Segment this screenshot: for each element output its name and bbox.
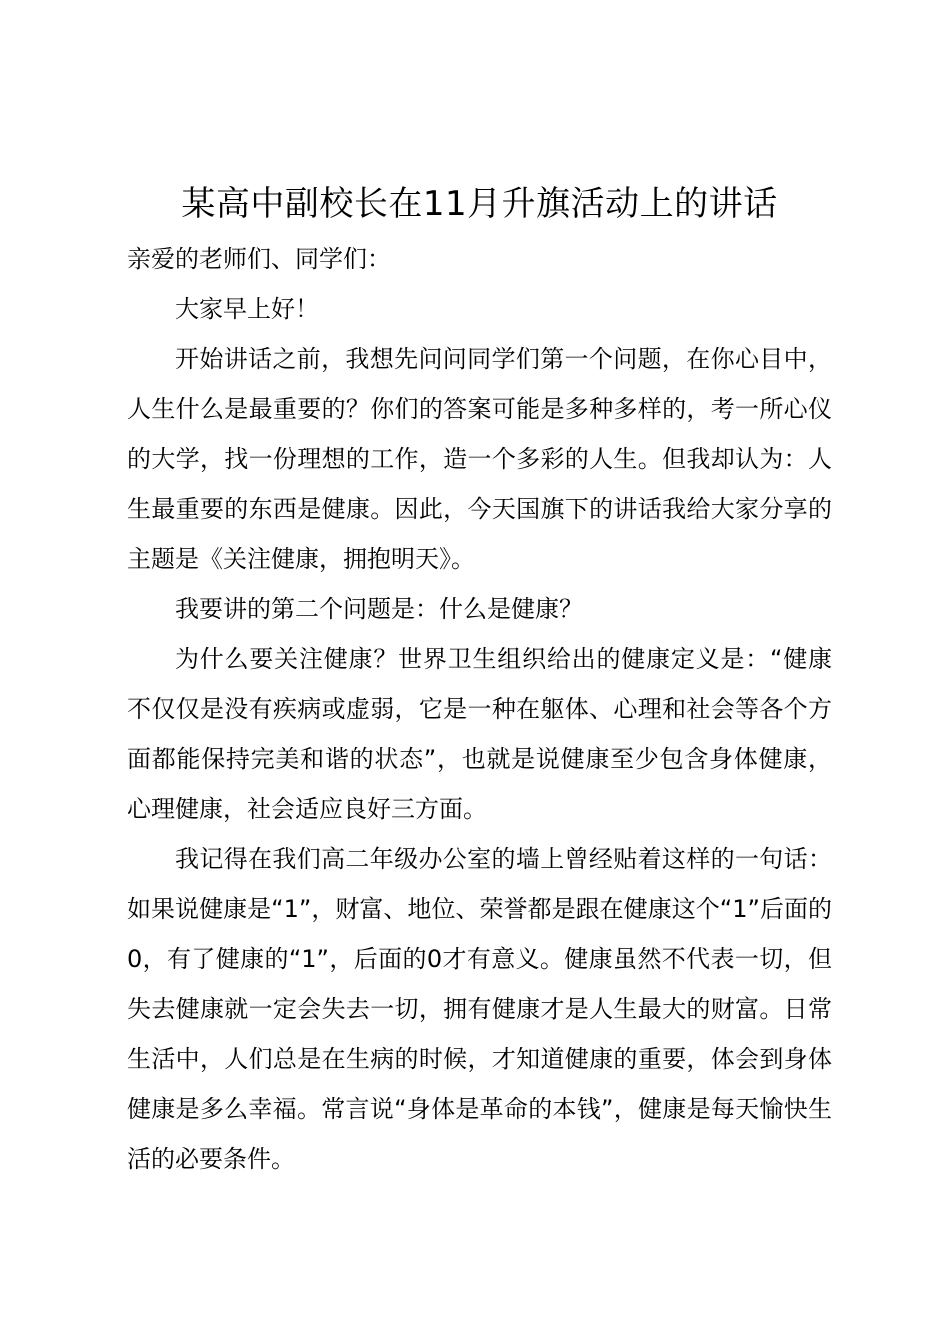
paragraph-first-question: 开始讲话之前，我想先问问同学们第一个问题，在你心目中，人生什么是最重要的？你们的答案可能是多种多样的，考一所心仪的大学，找一份理想的工作，造一个多彩的人生。但我却认为：人生最重要的东西是健康。因此，今天国旗下的讲话我给大家分享的主题是《关注健康，拥抱明天》。 [127,345,832,573]
salutation: 亲爱的老师们、同学们： [127,245,391,273]
paragraph-greeting: 大家早上好！ [175,295,319,323]
document-body [127,180,832,1184]
paragraph-health-value: 我记得在我们高二年级办公室的墙上曾经贴着这样的一句话：如果说健康是“1”，财富、地位、荣誉都是跟在健康这个“1”后面的0，有了健康的“1”，后面的0才有意义。健康虽然不代表一切，但失去健康就一定会失去一切，拥有健康才是人生最大的财富。日常生活中，人们总是在生病的时候，才知道健康的重要，体会到身体健康是多么幸福。常言说“身体是革命的本钱”，健康是每天愉快生活的必要条件。 [127,845,832,1173]
paragraph-health-definition: 为什么要关注健康？世界卫生组织给出的健康定义是：“健康不仅仅是没有疾病或虚弱，它是一种在躯体、心理和社会等各个方面都能保持完美和谐的状态”，也就是说健康至少包含身体健康，心理健康，社会适应良好三方面。 [127,645,832,823]
paragraph-second-question: 我要讲的第二个问题是：什么是健康？ [175,595,583,623]
document-title: 某高中副校长在11月升旗活动上的讲话 [181,184,778,224]
